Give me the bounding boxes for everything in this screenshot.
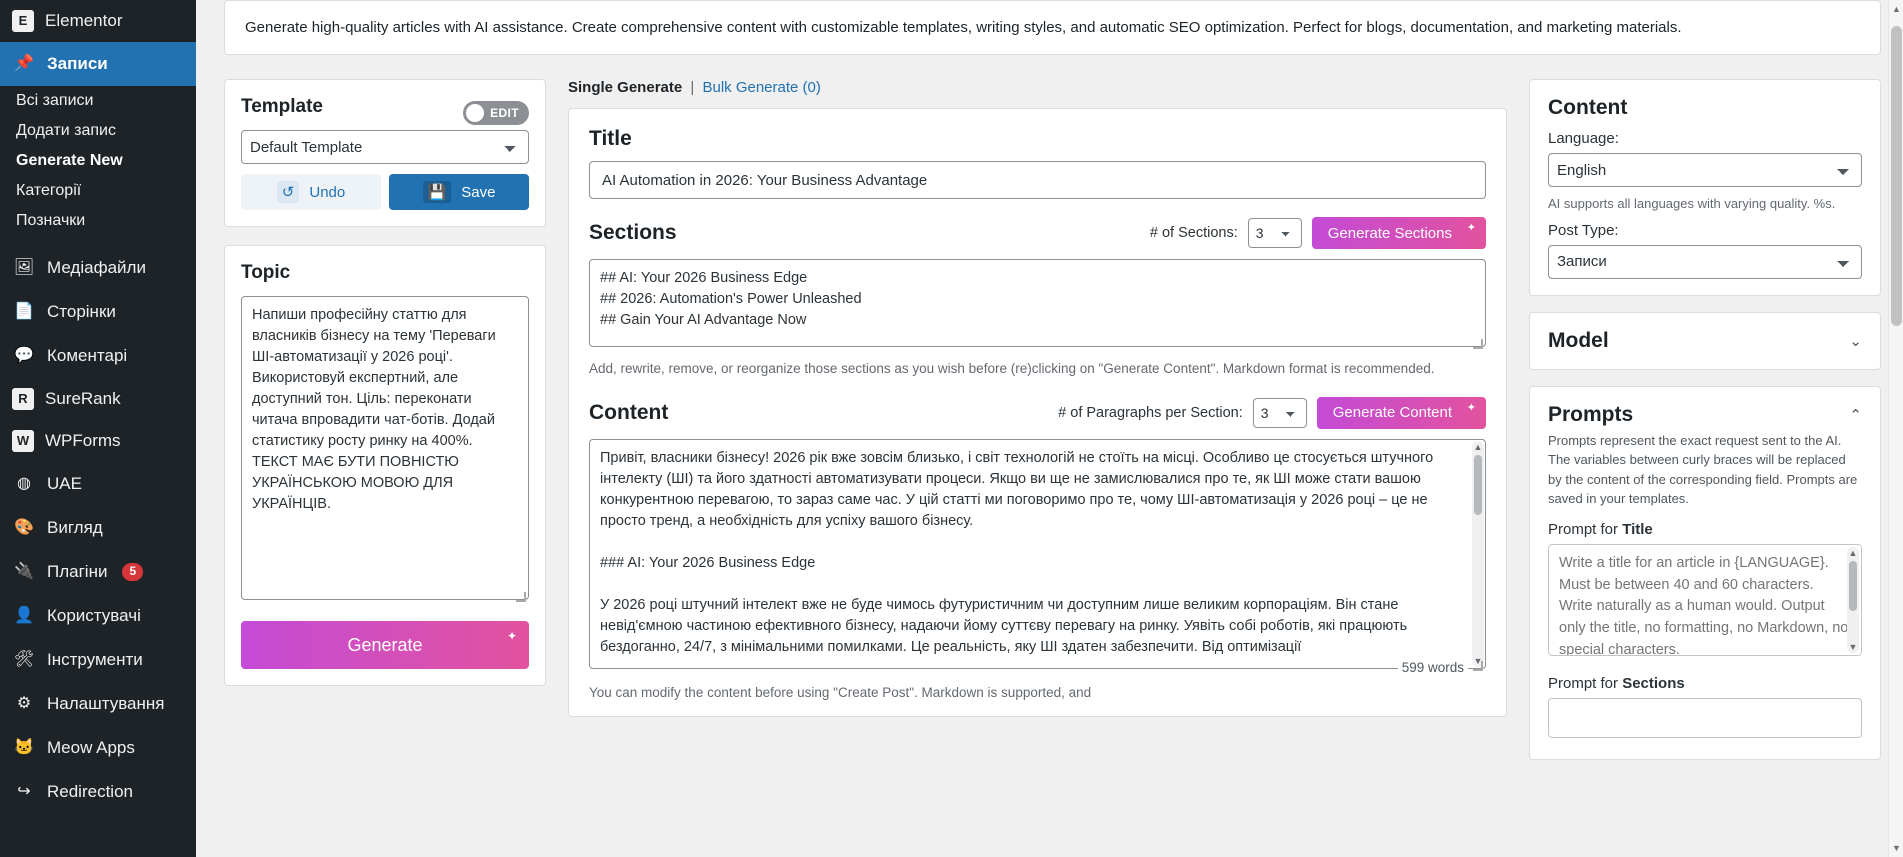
generate-content-label: Generate Content [1332, 404, 1452, 422]
content-header-row [589, 397, 1486, 429]
sidebar-item-posts[interactable] [0, 42, 196, 86]
topic-textarea-wrap [241, 296, 529, 605]
sections-controls [1150, 217, 1486, 249]
template-title: Template [241, 96, 324, 117]
sidebar-item-label: Вигляд [47, 518, 103, 538]
sidebar-item-uae[interactable] [0, 462, 196, 506]
title-prompt-wrap [1548, 544, 1862, 661]
plugins-update-badge: 5 [122, 563, 143, 581]
topic-card [224, 245, 546, 686]
sidebar-item-meow-apps[interactable] [0, 726, 196, 770]
wpforms-icon: W [12, 430, 34, 452]
undo-button[interactable] [241, 174, 381, 210]
comment-icon: 💬 [14, 346, 34, 364]
sidebar-item-label: Записи [47, 54, 108, 74]
settings-icon: ⚙ [16, 694, 32, 712]
floppy-disk-icon: 💾 [423, 181, 452, 203]
scroll-up-icon[interactable]: ▲ [1892, 4, 1901, 14]
template-card [224, 79, 546, 227]
sidebar-item-label: Плагіни [47, 562, 108, 582]
elementor-icon: E [12, 10, 34, 32]
sections-textarea-wrap [589, 259, 1486, 352]
title-prompt-label-prefix: Prompt for [1548, 520, 1623, 538]
content-textarea-wrap [589, 439, 1486, 674]
sections-helper-text: Add, rewrite, remove, or reorganize those sections as you wish before (re)clicking on "Generate Content". Markdown format is recommended. [589, 361, 1435, 376]
sidebar-item-label: Сторінки [47, 302, 116, 322]
scroll-down-icon[interactable]: ▼ [1473, 655, 1483, 666]
page-icon: 📄 [14, 302, 34, 320]
undo-icon: ↺ [277, 181, 300, 203]
surerank-icon: R [12, 388, 34, 410]
content-scrollbar[interactable] [1472, 441, 1484, 667]
scroll-down-icon[interactable]: ▼ [1892, 843, 1901, 853]
generate-label: Generate [347, 634, 423, 655]
template-edit-label: EDIT [490, 106, 519, 120]
toggle-knob-icon [466, 104, 484, 122]
left-column [224, 79, 546, 760]
sections-prompt-label [1548, 675, 1862, 692]
undo-label: Undo [309, 183, 346, 201]
users-icon: 👤 [14, 606, 34, 624]
scroll-up-icon[interactable]: ▲ [1473, 441, 1483, 452]
title-prompt-textarea[interactable] [1548, 544, 1862, 656]
sidebar-item-comments[interactable] [0, 334, 196, 378]
bulk-generate-count: (0) [802, 79, 821, 96]
template-card-header [241, 96, 529, 130]
sidebar-item-label: SureRank [45, 389, 121, 409]
sidebar-item-tags[interactable]: Позначки [16, 212, 86, 230]
sidebar-item-label: Коментарі [47, 346, 128, 366]
generate-button[interactable] [241, 621, 529, 669]
sections-header-row [589, 217, 1486, 249]
generate-mode-tabs [568, 79, 1507, 96]
language-label: Language: [1548, 130, 1619, 147]
sparkle-icon: ✦ [1466, 401, 1476, 414]
scrollbar-thumb[interactable] [1849, 561, 1857, 611]
content-footer-note: You can modify the content before using "Create Post". Markdown is supported, and [589, 684, 1092, 700]
paragraphs-count-label: # of Paragraphs per Section: [1058, 404, 1243, 421]
sidebar-item-tools[interactable] [0, 638, 196, 682]
title-prompt-scrollbar[interactable] [1847, 547, 1859, 653]
pin-icon: 📌 [14, 54, 34, 72]
sidebar-item-elementor[interactable] [0, 0, 196, 42]
sections-textarea[interactable] [589, 259, 1486, 347]
template-buttons [241, 174, 529, 210]
page-scrollbar[interactable] [1888, 0, 1903, 857]
sections-count-select[interactable] [1248, 218, 1302, 248]
sidebar-item-label: Інструменти [47, 650, 143, 670]
prompts-title: Prompts [1548, 402, 1634, 426]
sidebar-item-all-posts[interactable]: Всі записи [16, 92, 94, 110]
admin-sidebar [0, 0, 196, 857]
model-card-header[interactable] [1548, 329, 1862, 353]
template-select[interactable] [241, 130, 529, 164]
scroll-down-icon[interactable]: ▼ [1848, 641, 1858, 652]
media-icon: 🖼 [13, 258, 35, 276]
title-input[interactable] [589, 161, 1486, 199]
appearance-icon: 🎨 [14, 518, 34, 536]
chevron-up-icon[interactable]: ⌃ [1849, 406, 1862, 424]
sparkle-icon: ✦ [506, 629, 517, 643]
model-card[interactable] [1529, 312, 1881, 370]
model-title: Model [1548, 328, 1609, 352]
sidebar-item-plugins[interactable] [0, 550, 196, 594]
generate-content-button[interactable] [1317, 397, 1486, 429]
sidebar-item-add-post[interactable]: Додати запис [16, 122, 116, 140]
sidebar-item-settings[interactable] [0, 682, 196, 726]
sparkle-icon: ✦ [1466, 222, 1476, 234]
paragraphs-count-select[interactable] [1253, 398, 1307, 428]
topic-textarea[interactable] [241, 296, 529, 600]
page-scrollbar-thumb[interactable] [1891, 26, 1902, 326]
meow-icon: 🐱 [14, 738, 34, 756]
save-button[interactable] [389, 174, 529, 210]
sidebar-item-label: Налаштування [47, 694, 165, 714]
post-type-label: Post Type: [1548, 221, 1619, 239]
sections-prompt-label-prefix: Prompt for [1548, 674, 1623, 692]
template-edit-toggle[interactable] [463, 101, 529, 125]
uae-icon: ◍ [17, 474, 31, 492]
prompts-card-header[interactable] [1548, 403, 1862, 427]
prompts-card [1529, 386, 1881, 760]
word-count-badge: 599 words [1398, 658, 1468, 677]
sections-count-label: # of Sections: [1149, 225, 1238, 241]
content-textarea[interactable] [589, 439, 1486, 669]
tab-bulk-generate[interactable]: Bulk Generate [702, 79, 799, 96]
redirection-icon: ↪ [17, 782, 31, 800]
scroll-up-icon[interactable]: ▲ [1848, 547, 1858, 558]
chevron-down-icon[interactable]: ⌄ [1849, 332, 1862, 350]
sidebar-item-label: Користувачі [47, 606, 141, 626]
sidebar-item-appearance[interactable] [0, 506, 196, 550]
sections-heading: Sections [589, 221, 677, 244]
sidebar-item-wpforms[interactable] [0, 420, 196, 462]
scrollbar-thumb[interactable] [1474, 455, 1482, 515]
sections-prompt-wrap [1548, 698, 1862, 743]
sidebar-item-media[interactable] [0, 246, 196, 290]
generate-sections-button[interactable] [1312, 217, 1486, 249]
content-settings-title: Content [1548, 96, 1628, 119]
sections-prompt-textarea[interactable] [1548, 698, 1862, 738]
sidebar-item-redirection[interactable] [0, 770, 196, 814]
sidebar-item-label: Медіафайли [47, 258, 146, 278]
language-note: AI supports all languages with varying quality. %s. [1548, 196, 1836, 211]
generate-sections-label: Generate Sections [1327, 224, 1452, 242]
center-column [568, 79, 1507, 760]
three-column-layout [224, 79, 1903, 760]
save-label: Save [461, 183, 496, 201]
plugins-icon: 🔌 [14, 562, 34, 580]
title-prompt-label [1548, 521, 1862, 538]
tools-icon: 🛠 [13, 650, 35, 668]
tab-single-generate[interactable]: Single Generate [568, 79, 683, 96]
sidebar-item-categories[interactable]: Категорії [16, 182, 82, 200]
title-prompt-label-strong: Title [1622, 520, 1653, 538]
generator-card [568, 108, 1507, 717]
post-type-select[interactable] [1548, 245, 1862, 279]
sidebar-item-pages[interactable] [0, 290, 196, 334]
content-settings-card [1529, 79, 1881, 296]
main-area [196, 0, 1903, 857]
content-heading: Content [589, 400, 669, 424]
tab-separator: | [690, 79, 695, 96]
language-select[interactable] [1548, 153, 1862, 187]
sidebar-item-generate-new[interactable]: Generate New [16, 152, 123, 170]
sections-prompt-label-strong: Sections [1622, 674, 1685, 692]
page-description: Generate high-quality articles with AI assistance. Create comprehensive content with customizable templates, writing styles, and automatic SEO optimization. Perfect for blogs, documentation, and marketing materials. [224, 0, 1881, 55]
title-heading: Title [589, 127, 632, 150]
sidebar-divider [0, 236, 196, 246]
sidebar-item-surerank[interactable] [0, 378, 196, 420]
sidebar-item-label: Elementor [45, 11, 123, 30]
sidebar-item-label: Redirection [47, 782, 133, 802]
topic-title: Topic [241, 262, 291, 283]
sidebar-item-users[interactable] [0, 594, 196, 638]
prompts-note: Prompts represent the exact request sent to the AI. The variables between curly braces will be replaced by the content of the corresponding field. Prompts are saved in your templates. [1548, 432, 1858, 507]
sidebar-item-label: WPForms [45, 431, 121, 451]
right-column [1529, 79, 1881, 760]
sidebar-item-label: Meow Apps [47, 738, 135, 758]
content-controls [1058, 397, 1486, 429]
sidebar-item-label: UAE [47, 474, 82, 494]
